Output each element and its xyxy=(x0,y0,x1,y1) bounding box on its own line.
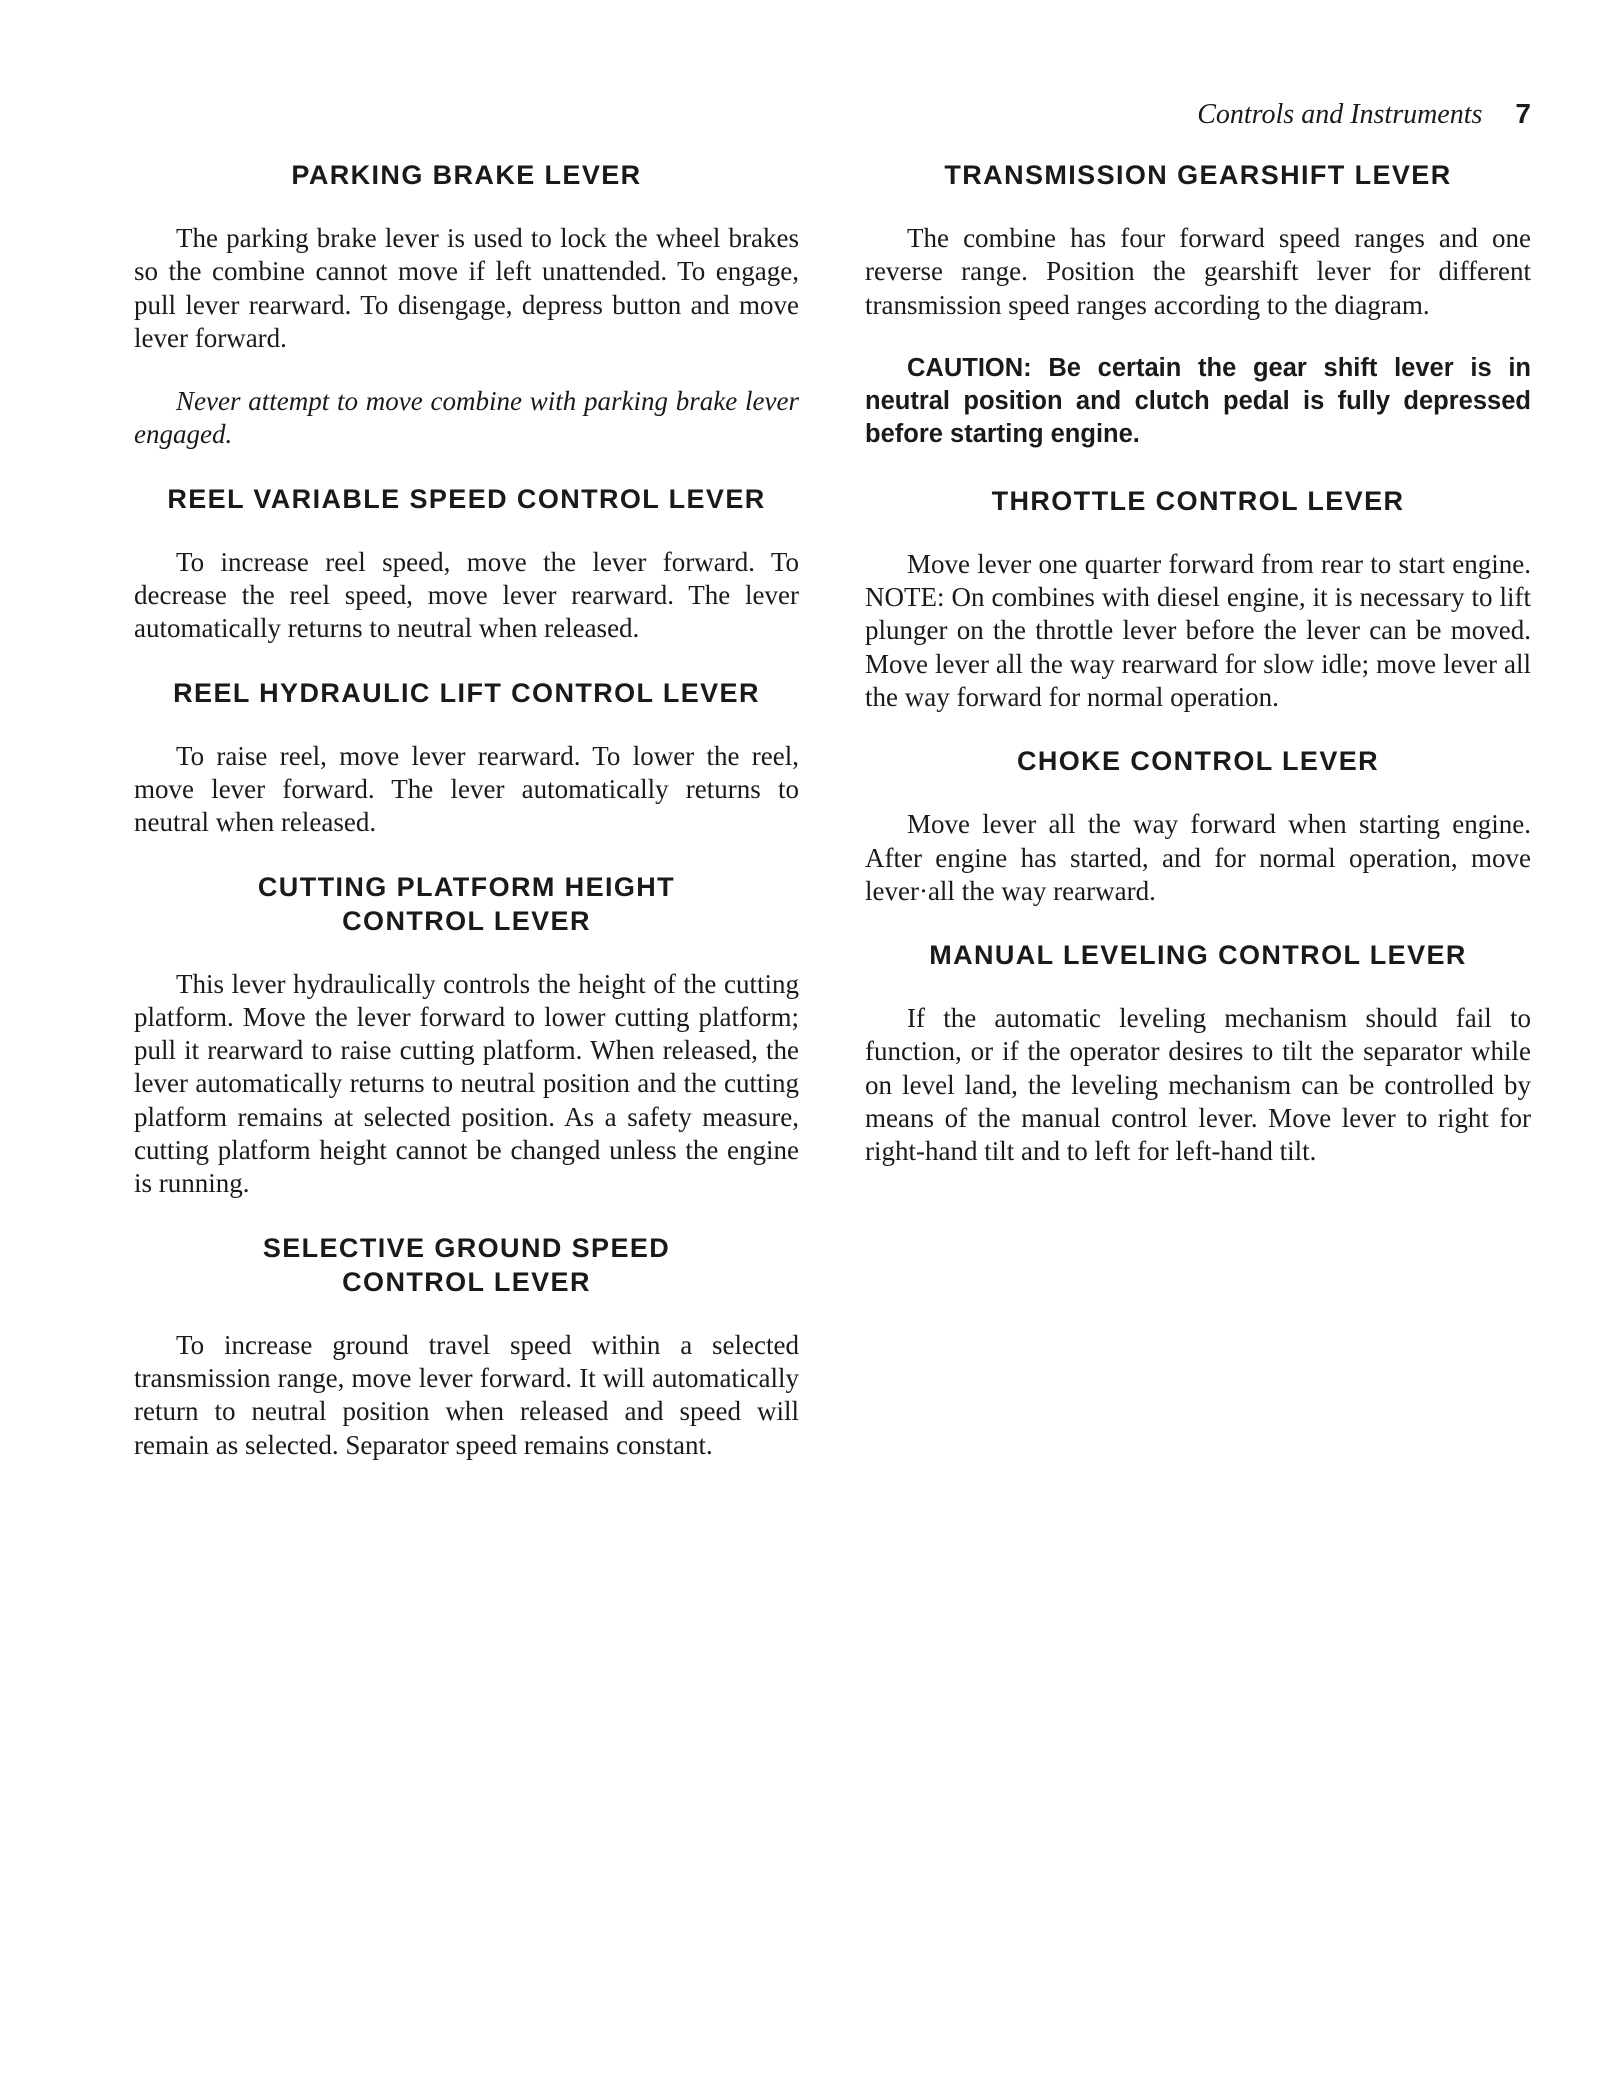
section-manual-leveling xyxy=(865,938,1531,1168)
section-paragraph: To raise reel, move lever rearward. To lower the reel, move lever forward. The lever automatically returns to neutral when released. xyxy=(134,740,799,838)
section-heading: MANUAL LEVELING CONTROL LEVER xyxy=(929,940,1467,971)
section-choke-control xyxy=(865,744,1531,908)
section-heading: PARKING BRAKE LEVER xyxy=(291,160,642,190)
section-paragraph: Move lever one quarter forward from rear to start engine. NOTE: On combines with diesel engine, it is necessary to lift plunger on the throttle lever before the lever can be moved. Move lever all the way rearward for slow idle; move lever all the way forward for normal operation. xyxy=(865,548,1531,712)
section-heading: THROTTLE CONTROL LEVER xyxy=(991,485,1405,516)
section-heading: SELECTIVE GROUND SPEED CONTROL LEVER xyxy=(262,1232,671,1297)
section-reel-hydraulic-lift xyxy=(134,676,799,840)
warning-note: Never attempt to move combine with parking brake lever engaged. xyxy=(134,386,799,450)
section-reel-variable-speed xyxy=(134,482,799,646)
section-heading: CHOKE CONTROL LEVER xyxy=(1016,746,1380,777)
section-heading: CUTTING PLATFORM HEIGHT CONTROL LEVER xyxy=(257,871,676,936)
section-parking-brake xyxy=(134,158,799,452)
section-heading: REEL VARIABLE SPEED CONTROL LEVER xyxy=(167,483,766,514)
page-number: 7 xyxy=(1515,98,1531,129)
section-paragraph: The parking brake lever is used to lock the wheel brakes so the combine cannot move if left unattended. To engage, pull lever rearward. To disengage, depress button and move lever forward. xyxy=(134,223,799,353)
section-paragraph: This lever hydraulically controls the height of the cutting platform. Move the lever forward to lower cutting platform; pull it rearward to raise cutting platform. When released, the lever automatically returns to neutral position and the cutting platform remains at selected position. As a safety measure, cutting platform height cannot be changed unless the engine is running. xyxy=(134,968,799,1199)
section-heading: REEL HYDRAULIC LIFT CONTROL LEVER xyxy=(173,677,760,708)
left-column xyxy=(134,158,799,1492)
section-paragraph: Move lever all the way forward when starting engine. After engine has started, and for normal operation, move lever·all the way rearward. xyxy=(865,809,1531,906)
caution-note: CAUTION: Be certain the gear shift lever is in neutral position and clutch pedal is fully depressed before starting engine. xyxy=(865,353,1531,449)
running-header xyxy=(1197,98,1531,131)
section-transmission-gearshift xyxy=(865,158,1531,452)
section-selective-ground-speed xyxy=(134,1231,799,1462)
section-throttle-control xyxy=(865,484,1531,714)
section-paragraph: To increase ground travel speed within a selected transmission range, move lever forward. It will automatically return to neutral position when released and speed will remain as selected. Separator speed remains constant. xyxy=(134,1329,799,1460)
section-paragraph: To increase reel speed, move the lever forward. To decrease the reel speed, move lever rearward. The lever automatically returns to neutral when released. xyxy=(134,546,799,644)
running-title: Controls and Instruments xyxy=(1197,99,1483,130)
section-paragraph: If the automatic leveling mechanism should fail to function, or if the operator desires to tilt the separator while on level land, the leveling mechanism can be controlled by means of the manual control lever. Move lever to right for right-hand tilt and to left for left-hand tilt. xyxy=(865,1003,1531,1167)
section-heading: TRANSMISSION GEARSHIFT LEVER xyxy=(944,160,1452,190)
right-column xyxy=(865,158,1531,1199)
section-cutting-platform-height xyxy=(134,870,799,1201)
section-paragraph: The combine has four forward speed ranges and one reverse range. Position the gearshift lever for different transmission speed ranges according to the diagram. xyxy=(865,223,1531,320)
